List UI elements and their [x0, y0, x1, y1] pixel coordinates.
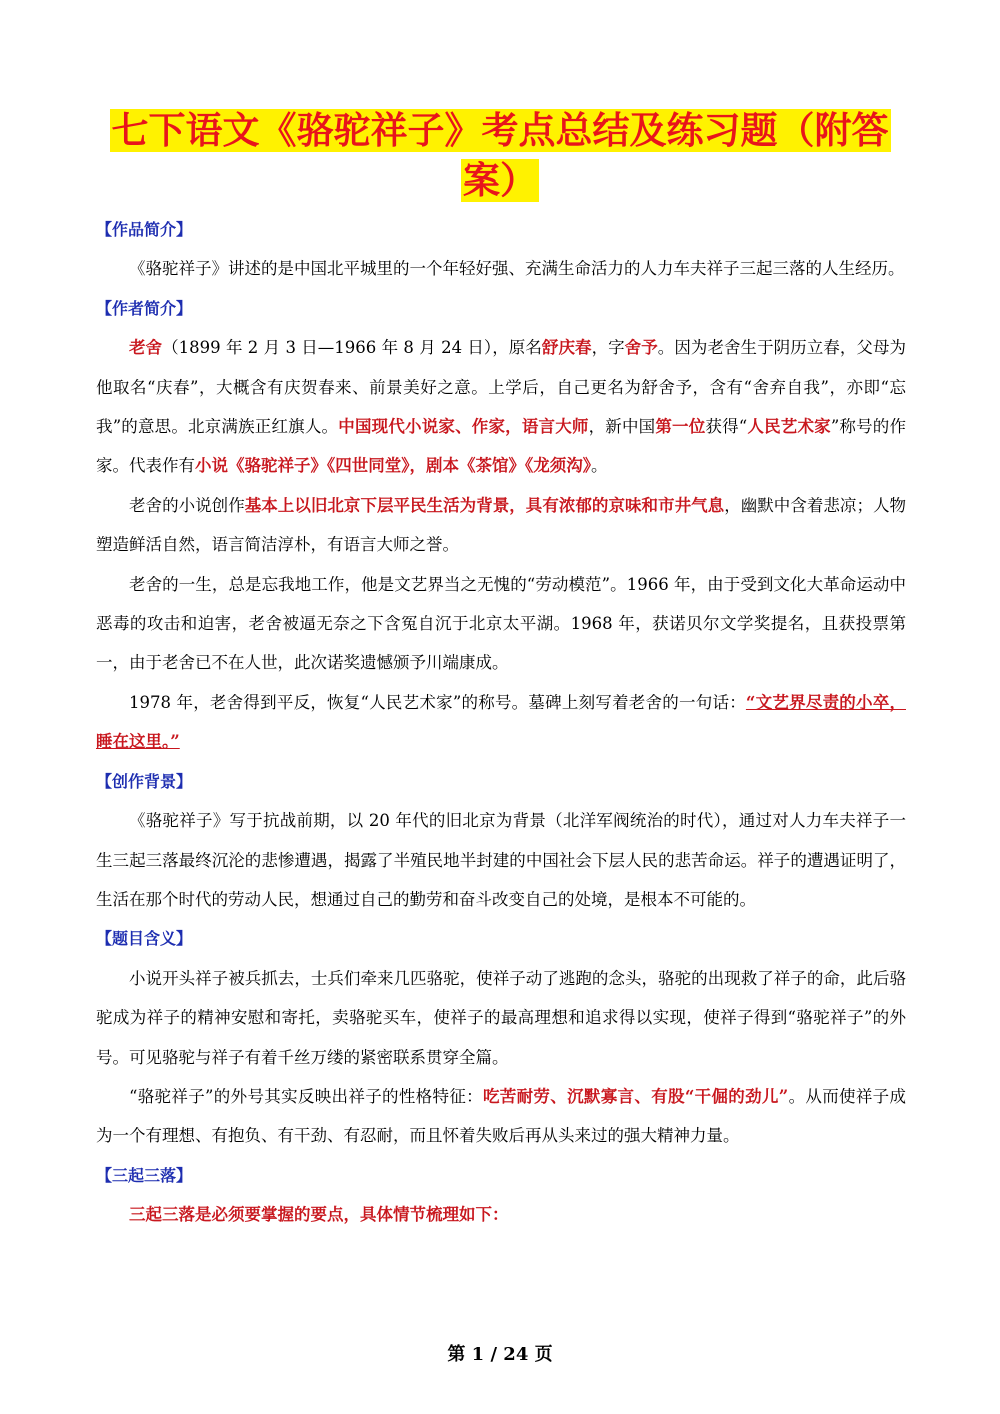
courtesy-name: 舍予 [624, 338, 658, 358]
writing-feature: 基本上以旧北京下层平民生活为背景，具有浓郁的京味和市井气息 [244, 495, 725, 515]
background-paragraph: 《骆驼祥子》写于抗战前期，以 20 年代的旧北京为背景（北洋军阀统治的时代），通过对人力车夫祥子一生三起三落最终沉沦的悲惨遭遇，揭露了半殖民地半封建的中国社会下层人民的悲苦命运。祥子的遭遇证明了，生活在那个时代的劳动人民，想通过自己的勤劳和奋斗改变自己的处境，是根本不可能的。 [96, 811, 906, 909]
section-heading-background: 【创作背景】 [96, 771, 193, 791]
character-traits: 吃苦耐劳、沉默寡言、有股“干倔的劲儿” [482, 1086, 789, 1106]
epitaph-quote: “文艺界尽责的小卒，睡在这里。” [96, 692, 906, 752]
author-paragraph-3: 老舍的一生，总是忘我地工作，他是文艺界当之无愧的“劳动模范”。1966 年，由于受到文化大革命运动中恶毒的攻击和迫害，老舍被逼无奈之下含冤自沉于北京太平湖。1968 年，获诺贝尔文学奖提名，且获投票第一，由于老舍已不在人世，此次诺奖遗憾颁予川端康成。 [96, 574, 906, 673]
section-heading-author: 【作者简介】 [96, 298, 193, 318]
author-paragraph-4: 1978 年，老舍得到平反，恢复“人民艺术家”的称号。墓碑上刻写着老舍的一句话：“文艺界尽责的小卒，睡在这里。” [96, 692, 906, 752]
author-paragraph-2: 老舍的小说创作基本上以旧北京下层平民生活为背景，具有浓郁的京味和市井气息，幽默中含着悲凉；人物塑造鲜活自然，语言简洁淳朴，有语言大师之誉。 [96, 495, 907, 555]
meaning-paragraph-2: “骆驼祥子”的外号其实反映出祥子的性格特征：吃苦耐劳、沉默寡言、有股“干倔的劲儿”。从而使祥子成为一个有理想、有抱负、有干劲、有忍耐，而且怀着失败后再从头来过的强大精神力量。 [96, 1086, 907, 1146]
section-heading-rises: 【三起三落】 [96, 1165, 193, 1185]
honor-title: 人民艺术家 [747, 417, 831, 437]
title-line-1: 七下语文《骆驼祥子》考点总结及练习题（附答 [111, 109, 889, 152]
author-name: 老舍 [129, 338, 163, 358]
first-honor: 第一位 [655, 417, 706, 437]
page-number: 第 1 / 24 页 [447, 1344, 553, 1365]
author-paragraph-1: 老舍（1899 年 2 月 3 日—1966 年 8 月 24 日），原名舒庆春，字舍予。因为老舍生于阴历立春，父母为他取名“庆春”，大概含有庆贺春来、前景美好之意。上学后，自己更名为舒舍予，含有“舍弃自我”，亦即“忘我”的意思。北京满族正红旗人。中国现代小说家、作家，语言大师，新中国第一位获得“人民艺术家”称号的作家。代表作有小说《骆驼祥子》《四世同堂》，剧本《茶馆》《龙须沟》。 [96, 338, 907, 476]
author-identity: 中国现代小说家、作家，语言大师 [338, 417, 589, 437]
meaning-paragraph-1: 小说开头祥子被兵抓去，士兵们牵来几匹骆驼，使祥子动了逃跑的念头，骆驼的出现救了祥子的命，此后骆驼成为祥子的精神安慰和寄托，卖骆驼买车，使祥子的最高理想和追求得以实现，使祥子得到“骆驼祥子”的外号。可见骆驼与祥子有着千丝万缕的紧密联系贯穿全篇。 [96, 968, 906, 1067]
original-name: 舒庆春 [541, 338, 592, 358]
document-body [96, 210, 906, 1235]
works-paragraph: 《骆驼祥子》讲述的是中国北平城里的一个年轻好强、充满生命活力的人力车夫祥子三起三落的人生经历。 [129, 259, 905, 279]
section-heading-meaning: 【题目含义】 [96, 929, 193, 949]
section-heading-works: 【作品简介】 [96, 220, 193, 239]
title-line-2: 案） [463, 159, 537, 202]
document-title [100, 106, 900, 206]
rises-paragraph: 三起三落是必须要掌握的要点，具体情节梳理如下： [129, 1205, 509, 1225]
representative-works: 小说《骆驼祥子》《四世同堂》，剧本《茶馆》《龙须沟》 [195, 456, 591, 476]
